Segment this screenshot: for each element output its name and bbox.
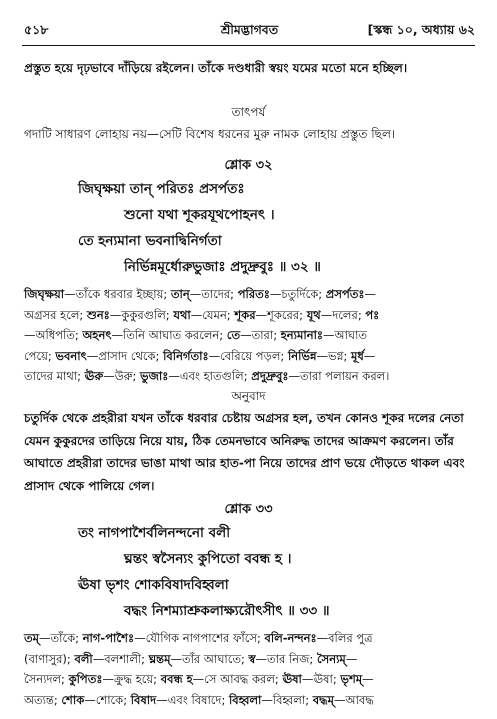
sloka-33-line-4: বদ্ধং নিশম্যাশ্রুকলাক্ষ্যরৌৎসীৎ ॥ ৩৩ ॥ [124, 603, 330, 619]
word-meaning: — [364, 287, 377, 301]
sanskrit-word: বিহ্বলা [229, 692, 262, 707]
sloka-33-line-2: ঘ্নন্তং স্বসৈন্যং কুপিতো ববন্ধ হ । [124, 551, 292, 567]
word-meaning: —তাঁকে; [39, 631, 83, 645]
sanskrit-word: ভুজাঃ [140, 369, 169, 383]
sanskrit-word: কুপিতঃ [68, 672, 103, 686]
sloka-33-line-3: ঊষা ভৃশং শোকবিষাদবিহ্বলা [78, 577, 229, 593]
sloka-32-line-1: জিঘৃক্ষয়া তান্ পরিতঃ প্রসর্পতঃ [78, 181, 245, 197]
word-meaning: —বলশালী; [92, 651, 149, 666]
sloka-32-line-2: শুনো যথা শূকরযূথপোহনৎ । [124, 207, 275, 223]
sanskrit-word: বলী [74, 651, 93, 666]
word-meaning: —এবং হাতগুলি; [168, 369, 252, 383]
word-meaning: —তাঁর আঘাতে; [170, 651, 249, 666]
intro-paragraph: প্রস্তুত হয়ে দৃঢ়ভাবে দাঁড়িয়ে রইলেন। তাঁকে দণ্ডধারী স্বয়ং যমের মতো মনে হচ্ছিল। [24, 61, 408, 75]
sanskrit-word: নির্ভিন্ন [287, 348, 317, 363]
sanskrit-word: ঊষা [282, 672, 302, 686]
sanskrit-word: ববন্ধ হ [160, 672, 193, 686]
word-meaning: —যৌগিক নাগপাশের ফাঁসে; [134, 631, 265, 645]
sanskrit-word: প্রদুদ্রুবুঃ [251, 369, 289, 383]
word-meaning: —দলের; [320, 307, 366, 322]
word-meaning: —সে আবদ্ধ করল; [192, 672, 283, 686]
word-meaning: —উরু; [103, 369, 141, 383]
page-number: ৫১৮ [24, 22, 49, 37]
header-divider [22, 45, 475, 46]
sloka-32-synonyms [24, 284, 475, 387]
sanskrit-word: শূকর [234, 307, 256, 322]
synonym-32-line [24, 284, 475, 305]
sloka-32-translation: চতুর্দিক থেকে প্রহরীরা যখন তাঁকে ধরবার চেষ্টায় অগ্রসর হল, তখন কোনও শূকর দলের নেতা যেমন কুকুরদের তাড়িয়ে নিয়ে যায়, ঠিক তেমনভাবে অনিরুদ্ধ তাদের আক্রমণ করলেন। তাঁর আঘাতে প্রহরীরা তাদের ভাঙা মাথা আর হাত-পা নিয়ে তাদের প্রাণ ভয়ে দৌড়তে থাকল এবং প্রাসাদ থেকে পালিয়ে গেল। [24, 411, 465, 493]
word-meaning: —আঘাত [323, 328, 368, 342]
sanskrit-word: ঘ্নন্তম্ [148, 651, 171, 666]
sanskrit-word: শুনঃ [86, 307, 110, 322]
synonym-32-line [24, 366, 475, 387]
word-meaning: —প্রাসাদ থেকে; [86, 348, 164, 363]
word-meaning: —তারা পলায়ন করল। [288, 369, 390, 383]
word-meaning: —বেরিয়ে পড়ল; [208, 348, 288, 363]
word-meaning: অগ্রসর হলে; [24, 307, 87, 322]
word-meaning: —শূকরের; [255, 307, 307, 322]
word-meaning: —বলির পুত্র [316, 631, 373, 645]
sanskrit-word: শোক [61, 692, 85, 707]
word-meaning: —আবদ্ধ [333, 692, 374, 707]
word-meaning: —তার নিজ; [255, 651, 317, 666]
chapter-reference: [স্কন্ধ ১০, অধ্যায় ৬২ [367, 22, 475, 37]
sanskrit-word: যথা [173, 307, 191, 322]
sloka-32-line-3: তে হন্যমানা ভবনাদ্বিনির্গতা [78, 233, 222, 249]
word-meaning: — [345, 651, 358, 666]
word-meaning: সৈন্যদল; [24, 672, 69, 686]
sanskrit-word: তম্ [24, 631, 40, 645]
page-header [24, 22, 475, 44]
word-meaning: —কুকুরগুলি; [109, 307, 174, 322]
sanskrit-word: হন্যমানাঃ [280, 328, 324, 342]
synonym-33-line [24, 628, 475, 649]
sanskrit-word: স্ব [248, 651, 256, 666]
word-meaning: তাদের মাথা; [24, 369, 85, 383]
word-meaning: — [363, 348, 376, 363]
sanskrit-word: মূর্ধ [351, 348, 364, 363]
word-meaning: — [362, 672, 374, 686]
synonym-33-line [24, 649, 475, 670]
synonym-32-line [24, 305, 475, 326]
sanskrit-word: বিষাদ [130, 692, 157, 707]
sanskrit-word: পরিতঃ [237, 287, 270, 301]
sloka-32-heading: শ্লোক ৩২ [224, 158, 273, 173]
sanskrit-word: সৈন্যম্ [316, 651, 346, 666]
sanskrit-word: প্রসর্পতঃ [325, 287, 365, 301]
word-meaning: —বিহ্বলা; [261, 692, 313, 707]
word-meaning: —তিনি আঘাত করলেন; [111, 328, 227, 342]
purport-text: গদাটি সাধারণ লোহায় নয়—সেটি বিশেষ ধরনের মুরু নামক লোহায় প্রস্তুত ছিল। [24, 127, 396, 141]
sanskrit-word: বলি-নন্দনঃ [264, 631, 317, 645]
word-meaning: —ঊষা; [301, 672, 341, 686]
word-meaning: —শোকে; [84, 692, 131, 707]
translation-heading: অনুবাদ [231, 389, 266, 403]
sanskrit-word: ঊরু [84, 369, 104, 383]
word-meaning: —চতুর্দিকে; [269, 287, 326, 301]
sanskrit-word: বিনির্গতাঃ [163, 348, 209, 363]
word-meaning: —তাঁকে ধরবার ইচ্ছায়; [64, 287, 171, 301]
synonym-32-line [24, 325, 475, 346]
word-meaning: —এবং বিষাদে; [156, 692, 230, 707]
word-meaning: —ভগ্ন; [316, 348, 352, 363]
sanskrit-word: যূথ [306, 307, 321, 322]
sanskrit-word: পঃ [365, 307, 380, 322]
book-title: শ্রীমদ্ভাগবত [220, 22, 279, 37]
word-meaning: পেয়ে; [24, 348, 56, 363]
word-meaning: —অধিপতি; [24, 328, 83, 342]
sloka-32-line-4: নির্ভিন্নমূর্ধোরুভুজাঃ প্রদুদ্রুবুঃ ॥ ৩২ ॥ [124, 259, 321, 275]
word-meaning: (বাণাসুর); [24, 651, 75, 666]
word-meaning: —তারা; [240, 328, 281, 342]
word-meaning: —তাদের; [189, 287, 238, 301]
word-meaning: অত্যন্ত; [24, 692, 62, 707]
sanskrit-word: ভৃশম্ [340, 672, 363, 686]
sloka-33-heading: শ্লোক ৩৩ [224, 502, 273, 517]
purport-heading: তাৎপর্য [231, 105, 266, 119]
word-meaning: —যেমন; [190, 307, 235, 322]
sanskrit-word: তে [226, 328, 241, 342]
sanskrit-word: নাগ-পাশৈঃ [82, 631, 135, 645]
sanskrit-word: জিঘৃক্ষয়া [24, 287, 65, 301]
sanskrit-word: তান্ [170, 287, 190, 301]
sloka-33-line-1: তং নাগপাশৈর্বলিনন্দনো বলী [78, 525, 231, 541]
sanskrit-word: বদ্ধম্ [312, 692, 334, 707]
synonym-33-line [24, 669, 475, 690]
synonym-32-line [24, 346, 475, 367]
synonym-33-line [24, 690, 475, 711]
word-meaning: —ক্রুদ্ধ হয়ে; [102, 672, 161, 686]
sloka-33-synonyms [24, 628, 475, 710]
sanskrit-word: ভবনাৎ [55, 348, 87, 363]
sanskrit-word: অহনৎ [82, 328, 112, 342]
